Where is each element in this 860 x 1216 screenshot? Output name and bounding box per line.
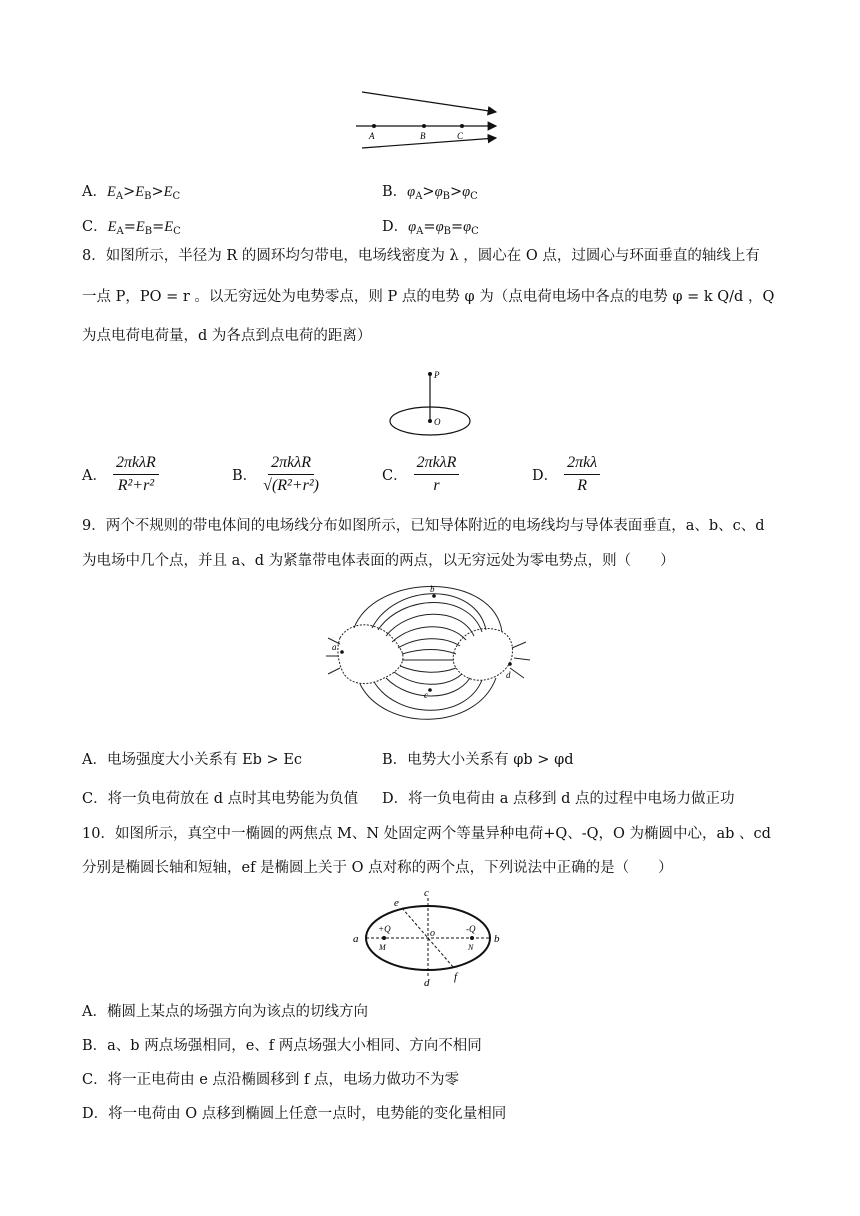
q10-label-b: b [494,933,500,945]
q9-label-b: b [430,584,435,594]
q7-label-a: A [369,131,375,141]
q8-label-p: P [434,370,440,380]
q10-option-b: B．a、b 两点场强相同，e、f 两点场强大小相同、方向不相同 [82,1038,482,1054]
q9-field-lines-figure [326,582,536,728]
q8-line-3: 为点电荷电荷量，d 为各点到点电荷的距离） [82,328,372,344]
q10-label-f: f [454,971,458,983]
q7-option-d: D．$\varphi_A=\varphi_B=\varphi_C$ [382,219,479,237]
q7-label-c: C [457,131,464,141]
q10-label-e: e [394,897,399,909]
q9-option-a: A．电场强度大小关系有 Eb > Ec [82,752,303,768]
q7-option-b: B．$\varphi_A>\varphi_B>\varphi_C$ [382,184,478,202]
q10-ellipse-figure [350,884,510,990]
q10-label-c: c [424,887,429,899]
q8-line-1: 8．如图所示，半径为 R 的圆环均匀带电，电场线密度为 λ ，圆心在 O 点，过圆心与环面垂直的轴线上有 [82,248,760,264]
q10-option-a: A．椭圆上某点的场强方向为该点的切线方向 [82,1004,368,1020]
q10-label-a: a [353,933,359,945]
q10-label-d: d [424,977,430,989]
q7-label-b: B [420,131,426,141]
q9-label-d: d [506,670,511,680]
q9-option-c: C．将一负电荷放在 d 点时其电势能为负值 [82,791,359,807]
q9-label-c: c [424,690,428,700]
q10-label-minus-q: -Q [466,924,476,934]
q10-label-m: M [379,943,386,952]
q8-option-d: D． $\frac{\text{2πkλ}}{R}$ [532,454,600,495]
q8-option-b: B． $\frac{\text{2πkλR}}{\text{√(R²+r²)}}$ [232,454,319,494]
q10-line-2: 分别是椭圆长轴和短轴，ef 是椭圆上关于 O 点对称的两个点，下列说法中正确的是（ ） [82,860,673,876]
q10-option-d: D．将一电荷由 O 点移到椭圆上任意一点时，电势能的变化量相同 [82,1106,507,1122]
q10-label-o: o [430,928,435,939]
q9-label-a: a [332,642,337,652]
q9-option-b: B．电势大小关系有 φb > φd [382,752,574,768]
q10-label-plus-q: +Q [378,924,391,934]
q8-option-a: A． $\frac{\text{2πkλR}}{\text{R²+r²}}$ [82,454,159,495]
q7-option-c: C．$E_A=E_B=E_C$ [82,219,181,237]
q9-line-1: 9．两个不规则的带电体间的电场线分布如图所示，已知导体附近的电场线均与导体表面垂直，a、b、c、d [82,518,765,534]
q7-option-a: A．$E_A>E_B>E_C$ [82,184,181,202]
q10-option-c: C．将一正电荷由 e 点沿椭圆移到 f 点，电场力做功不为零 [82,1072,459,1088]
q7-field-figure [350,86,510,152]
q9-line-2: 为电场中几个点，并且 a、d 为紧靠带电体表面的两点，以无穷远处为零电势点，则（ ） [82,553,675,569]
q8-line-2: 一点 P，PO = r 。以无穷远处为电势零点，则 P 点的电势 φ 为（点电荷电场中各点的电势 φ = k Q/d ，Q [82,289,775,305]
q8-label-o: O [434,417,441,427]
q8-ring-figure [384,362,474,438]
q9-option-d: D．将一负电荷由 a 点移到 d 点的过程中电场力做正功 [382,791,735,807]
q8-option-c: C． $\frac{\text{2πkλR}}{r}$ [382,454,459,495]
q10-label-n: N [468,943,474,952]
q10-line-1: 10．如图所示，真空中一椭圆的两焦点 M、N 处固定两个等量异种电荷+Q、-Q，O 为椭圆中心，ab 、cd [82,826,771,842]
